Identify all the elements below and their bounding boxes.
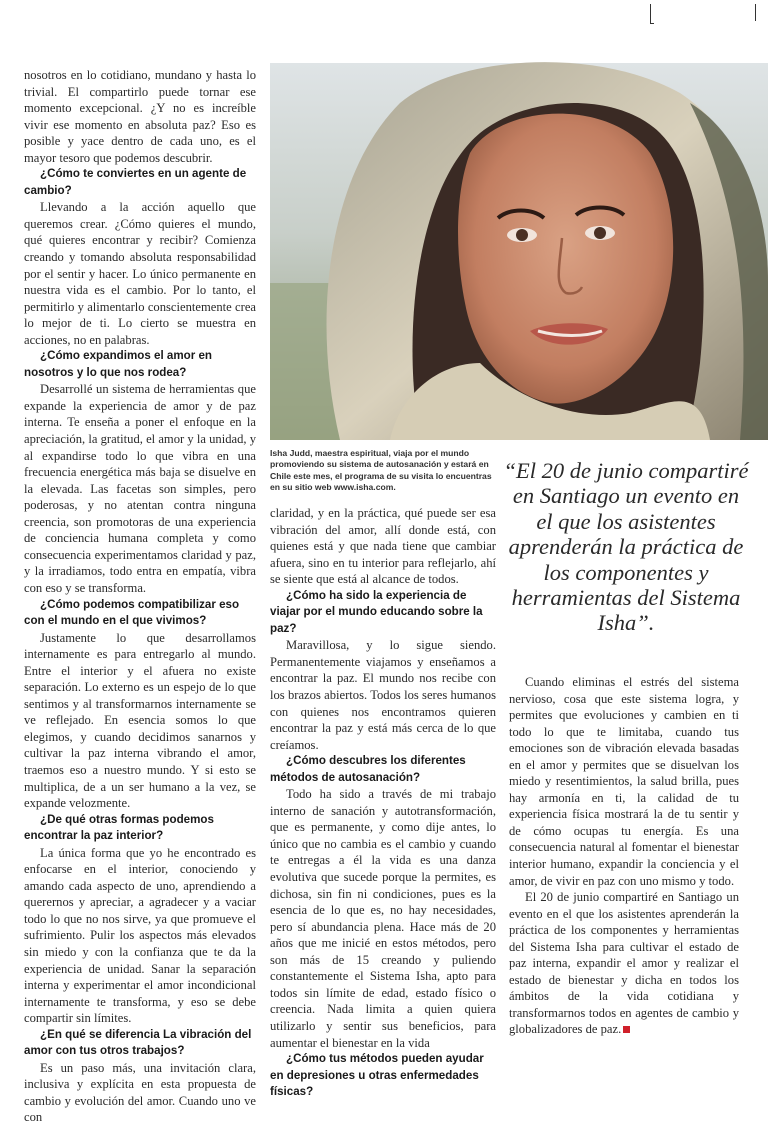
paragraph: claridad, y en la práctica, qué puede ser esa vibración del amor, allí donde está, con quienes está y que nada tiene que cambiar afuera, sino en tu interior para reflejarlo, ahí se siente que está al alcance de todos. xyxy=(270,506,496,587)
paragraph: Llevando a la acción aquello que queremos crear. ¿Cómo quieres el mundo, qué quieres encontrar y recibir? Comienza creando y tomando absoluta responsabilidad por el sentir y hacer. Lo único permanente en nuestra vida es el cambio. Por lo tanto, el permitirlo y alimentarlo conscientemente crea lo mejor de ti. Lo cierto se muestra en acciones, no en palabras. xyxy=(24,200,256,347)
crop-mark-left-foot xyxy=(650,23,654,24)
question-heading: ¿Cómo te conviertes en un agente de cambio? xyxy=(24,167,247,197)
end-of-article-mark xyxy=(623,1026,630,1033)
article-column-2 xyxy=(270,505,496,1101)
question-heading: ¿Cómo podemos compatibilizar eso con el mundo en el que vivimos? xyxy=(24,597,240,628)
article-column-1 xyxy=(24,67,256,1126)
paragraph: Maravillosa, y lo sigue siendo. Permanentemente viajamos y enseñamos a encontrar la paz. El mundo nos recibe con los brazos abiertos. Todos los seres humanos con quienes nos encontramos quieren encontrar la paz y está más cerca de lo que creíamos. xyxy=(270,638,496,752)
question-heading: ¿Cómo descubres los diferentes métodos de autosanación? xyxy=(270,754,466,784)
paragraph: El 20 de junio compartiré en Santiago un evento en el que los asistentes aprenderán la práctica de los componentes y herramientas del Sistema Isha para cultivar el estado de paz interna, expandir el amor y realizar el estado de bienestar y dicha en todos los ámbitos de la vida cotidiana y transformarnos todos en agentes de cambio y globalizadores de paz. xyxy=(509,890,739,1037)
article-column-3 xyxy=(509,674,739,1038)
paragraph: Cuando eliminas el estrés del sistema nervioso, cosa que este sistema logra, y permites que evoluciones y cambien en ti todo lo que te limitaba, cuando tus emociones son de vibración elevada basadas en el amor y permites que se disuelvan los miedo y resentimientos, la salud brilla, pues hay armonía en ti, la calidad de tu experiencia física mostrará la de tu sentir y de cómo ocupas tu energía. Es una consecuencia natural al fomentar el bienestar interior humano, expandir la conciencia y el amor, de vivir en paz con uno mismo y todo. xyxy=(509,675,739,888)
pull-quote: “El 20 de junio compartiré en Santiago un evento en el que los asistentes aprenderán la práctica de los componentes y herramientas del Sistema Isha”. xyxy=(503,458,749,636)
paragraph: Es un paso más, una invitación clara, inclusiva y explícita en esta propuesta de cambio y evolución del amor. Cuando uno ve con xyxy=(24,1060,256,1125)
crop-mark-left xyxy=(650,4,651,24)
portrait-photo xyxy=(270,63,768,440)
question-heading: ¿Cómo ha sido la experiencia de viajar por el mundo educando sobre la paz? xyxy=(270,588,483,635)
question-heading: ¿Cómo expandimos el amor en nosotros y lo que nos rodea? xyxy=(24,349,213,379)
question-heading: ¿Cómo tus métodos pueden ayudar en depresiones u otras enfermedades físicas? xyxy=(270,1052,484,1099)
question-heading: ¿De qué otras formas podemos encontrar la paz interior? xyxy=(24,812,214,843)
crop-mark-right xyxy=(755,4,756,21)
paragraph: Todo ha sido a través de mi trabajo interno de sanación y autotransformación, que es permanente, y como dije antes, lo único que no cambia es el cambio y cuando te entregas a él la vida es una danza evolutiva que sucede porque la permites, es dichosa, sin fin ni condiciones, pues es la esencia de lo que es, no hay necesidades, pero sí abundancia plena. Hace más de 20 años que me inicié en estos métodos, pero son más de 15 creando y puliendo constantemente el Sistema Isha, apto para todos sin límite de edad, estado físico o creencia. Nada limita a quien quiera utilizarlo y sentir sus beneficios, para aumentar el bienestar en la vida xyxy=(270,787,496,1050)
photo-caption: Isha Judd, maestra espiritual, viaja por el mundo promoviendo su sistema de autosanación y estará en Chile este mes, el programa de su visita lo encuentras en su sitio web www.isha.com. xyxy=(270,448,492,493)
question-heading: ¿En qué se diferencia La vibración del amor con tus otros trabajos? xyxy=(24,1027,252,1058)
paragraph: La única forma que yo he encontrado es enfocarse en el interior, conociendo y amando cada aspecto de uno, aprendiendo a querernos y apreciar, a agradecer y a vaciar todo lo que no nos sirve, ya que promueve el sufrimiento. Pulir los aspectos más elevados sin miedo y con la confianza que te da la experiencia de unidad. Sanar la separación interna y experimentar el amor incondicional internamente te transforma, y eso se debe compartir sin límites. xyxy=(24,845,256,1026)
paragraph: nosotros en lo cotidiano, mundano y hasta lo trivial. El compartirlo puede tornar ese momento excepcional. ¿Y no es increíble vivir ese momento en absoluta paz? Eso es posible y yace dentro de cada uno, es el mayor tesoro que podemos descubrir. xyxy=(24,68,256,165)
paragraph: Desarrollé un sistema de herramientas que expande la experiencia de amor y de paz interna. Te enseña a poner el enfoque en la apreciación, la gratitud, el amor y la unidad, y al expandirse todo lo que vibra en una frecuencia energética más baja se disuelve en la elevada. Las facetas son simples, pero poderosas, y no atentan contra ninguna creencia, son promotoras de una experiencia de conciencia humana completa y como consecuencia experimentamos claridad y paz, y la irradiamos, todo entra en empatía, vibra con eso y se transforma. xyxy=(24,382,256,595)
portrait-illustration xyxy=(270,63,768,440)
paragraph: Justamente lo que desarrollamos internamente es para entregarlo al mundo. Entre el interior y el afuera no existe separación. Lo externo es un espejo de lo que sentimos y al transformarnos internamente se ve reflejado. En esencia somos lo que elegimos, y cuando decidimos sanarnos y cultivar la paz interna vibrando el amor, traemos eso a nuestro mundo. Y si esto se multiplica, de a un ser humano a la vez, se expande velozmente. xyxy=(24,630,256,811)
